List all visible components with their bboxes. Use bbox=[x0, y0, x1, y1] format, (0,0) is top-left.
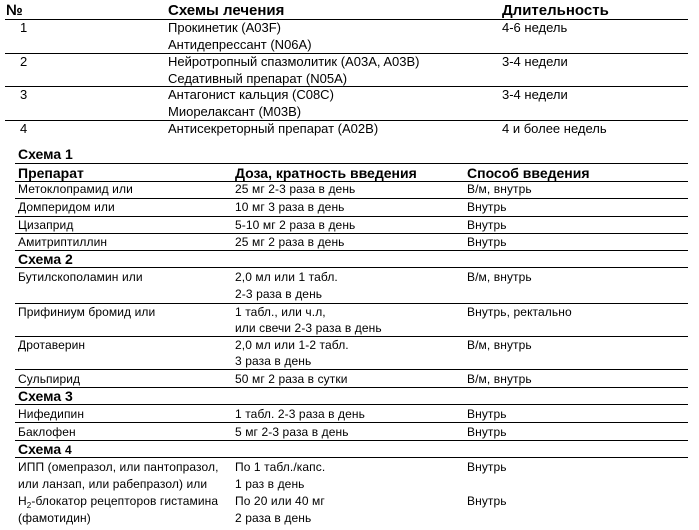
drug-name: или ланзап, или рабепразол) или bbox=[18, 477, 208, 491]
route-value: Внутрь bbox=[467, 407, 507, 421]
duration-value: 4 и более недель bbox=[502, 121, 607, 136]
divider bbox=[15, 404, 688, 405]
drug-name: Нифедипин bbox=[18, 407, 85, 421]
drug-name: Сульпирид bbox=[18, 372, 81, 386]
route-value: В/м, внутрь bbox=[467, 270, 532, 284]
dose-value: 25 мг 2 раза в день bbox=[235, 235, 345, 249]
divider bbox=[15, 233, 688, 234]
dose-value: 10 мг 3 раза в день bbox=[235, 200, 345, 214]
col-header-drug: Препарат bbox=[18, 165, 84, 181]
dose-value: 3 раза в день bbox=[235, 354, 312, 368]
dose-value: 1 раз в день bbox=[235, 477, 305, 491]
duration-value: 3-4 недели bbox=[502, 54, 568, 69]
scheme-line: Антагонист кальция (C08C) bbox=[168, 87, 334, 102]
dose-value: 2,0 мл или 1 табл. bbox=[235, 270, 338, 284]
dose-value: 2-3 раза в день bbox=[235, 287, 323, 301]
drug-name: ИПП (омепразол, или пантопразол, bbox=[18, 460, 219, 474]
dose-value: По 1 табл./капс. bbox=[235, 460, 326, 474]
dose-value: По 20 или 40 мг bbox=[235, 494, 325, 508]
col-header-dose: Доза, кратность введения bbox=[235, 165, 417, 181]
drug-name: Прифиниум бромид или bbox=[18, 305, 156, 319]
table-row-number: 1 bbox=[20, 20, 28, 35]
route-value: В/м, внутрь bbox=[467, 182, 532, 196]
route-value: Внутрь bbox=[467, 218, 507, 232]
drug-name: Цизаприд bbox=[18, 218, 74, 232]
divider bbox=[15, 303, 688, 304]
drug-name: (фамотидин) bbox=[18, 511, 91, 525]
route-value: Внутрь bbox=[467, 235, 507, 249]
route-value: Внутрь, ректально bbox=[467, 305, 572, 319]
dose-value: 5 мг 2-3 раза в день bbox=[235, 425, 349, 439]
table-row-number: 2 bbox=[20, 54, 28, 69]
drug-name: Домперидом или bbox=[18, 200, 115, 214]
drug-name: Метоклопрамид или bbox=[18, 182, 133, 196]
dose-value: 50 мг 2 раза в сутки bbox=[235, 372, 348, 386]
dose-value: 5-10 мг 2 раза в день bbox=[235, 218, 356, 232]
scheme-3-title: Схема 3 bbox=[18, 388, 73, 404]
divider bbox=[15, 422, 688, 423]
scheme-line: Седативный препарат (N05A) bbox=[168, 71, 348, 86]
col-header-route: Способ введения bbox=[467, 165, 590, 181]
table-row-number: 4 bbox=[20, 121, 28, 136]
drug-name: Баклофен bbox=[18, 425, 76, 439]
col-header-scheme: Схемы лечения bbox=[168, 2, 285, 19]
dose-value: 2,0 мл или 1-2 табл. bbox=[235, 338, 349, 352]
route-value: В/м, внутрь bbox=[467, 372, 532, 386]
drug-name: Дротаверин bbox=[18, 338, 86, 352]
duration-value: 4-6 недель bbox=[502, 20, 568, 35]
dose-value: или свечи 2-3 раза в день bbox=[235, 321, 382, 335]
divider bbox=[15, 336, 688, 337]
scheme-4-title: Схема 4 bbox=[18, 441, 72, 457]
route-value: В/м, внутрь bbox=[467, 338, 532, 352]
scheme-line: Антидепрессант (N06A) bbox=[168, 37, 312, 52]
table-row-number: 3 bbox=[20, 87, 28, 102]
divider bbox=[15, 387, 688, 388]
divider bbox=[15, 250, 688, 251]
scheme-2-title: Схема 2 bbox=[18, 251, 73, 267]
scheme-1-title: Схема 1 bbox=[18, 146, 73, 162]
dose-value: 1 табл., или ч.л, bbox=[235, 305, 326, 319]
duration-value: 3-4 недели bbox=[502, 87, 568, 102]
dose-value: 1 табл. 2-3 раза в день bbox=[235, 407, 366, 421]
route-value: Внутрь bbox=[467, 460, 507, 474]
divider bbox=[15, 457, 688, 458]
scheme-line: Антисекреторный препарат (A02B) bbox=[168, 121, 379, 136]
divider bbox=[15, 267, 688, 268]
divider bbox=[15, 440, 688, 441]
divider bbox=[15, 163, 688, 164]
divider bbox=[5, 19, 688, 20]
route-value: Внутрь bbox=[467, 494, 507, 508]
drug-name: Амитриптиллин bbox=[18, 235, 108, 249]
scheme-line: Нейротропный спазмолитик (A03A, A03B) bbox=[168, 54, 420, 69]
scheme-line: Прокинетик (A03F) bbox=[168, 20, 281, 35]
divider bbox=[15, 369, 688, 370]
dose-value: 25 мг 2-3 раза в день bbox=[235, 182, 356, 196]
drug-name: Бутилскополамин или bbox=[18, 270, 143, 284]
col-header-duration: Длительность bbox=[502, 2, 609, 19]
route-value: Внутрь bbox=[467, 425, 507, 439]
dose-value: 2 раза в день bbox=[235, 511, 312, 525]
drug-name: $Н_2$-блокатор рецепторов гистамина bbox=[18, 494, 219, 510]
divider bbox=[15, 198, 688, 199]
scheme-line: Миорелаксант (M03B) bbox=[168, 104, 302, 119]
divider bbox=[5, 86, 688, 87]
divider bbox=[15, 216, 688, 217]
route-value: Внутрь bbox=[467, 200, 507, 214]
col-header-number: № bbox=[6, 2, 23, 19]
